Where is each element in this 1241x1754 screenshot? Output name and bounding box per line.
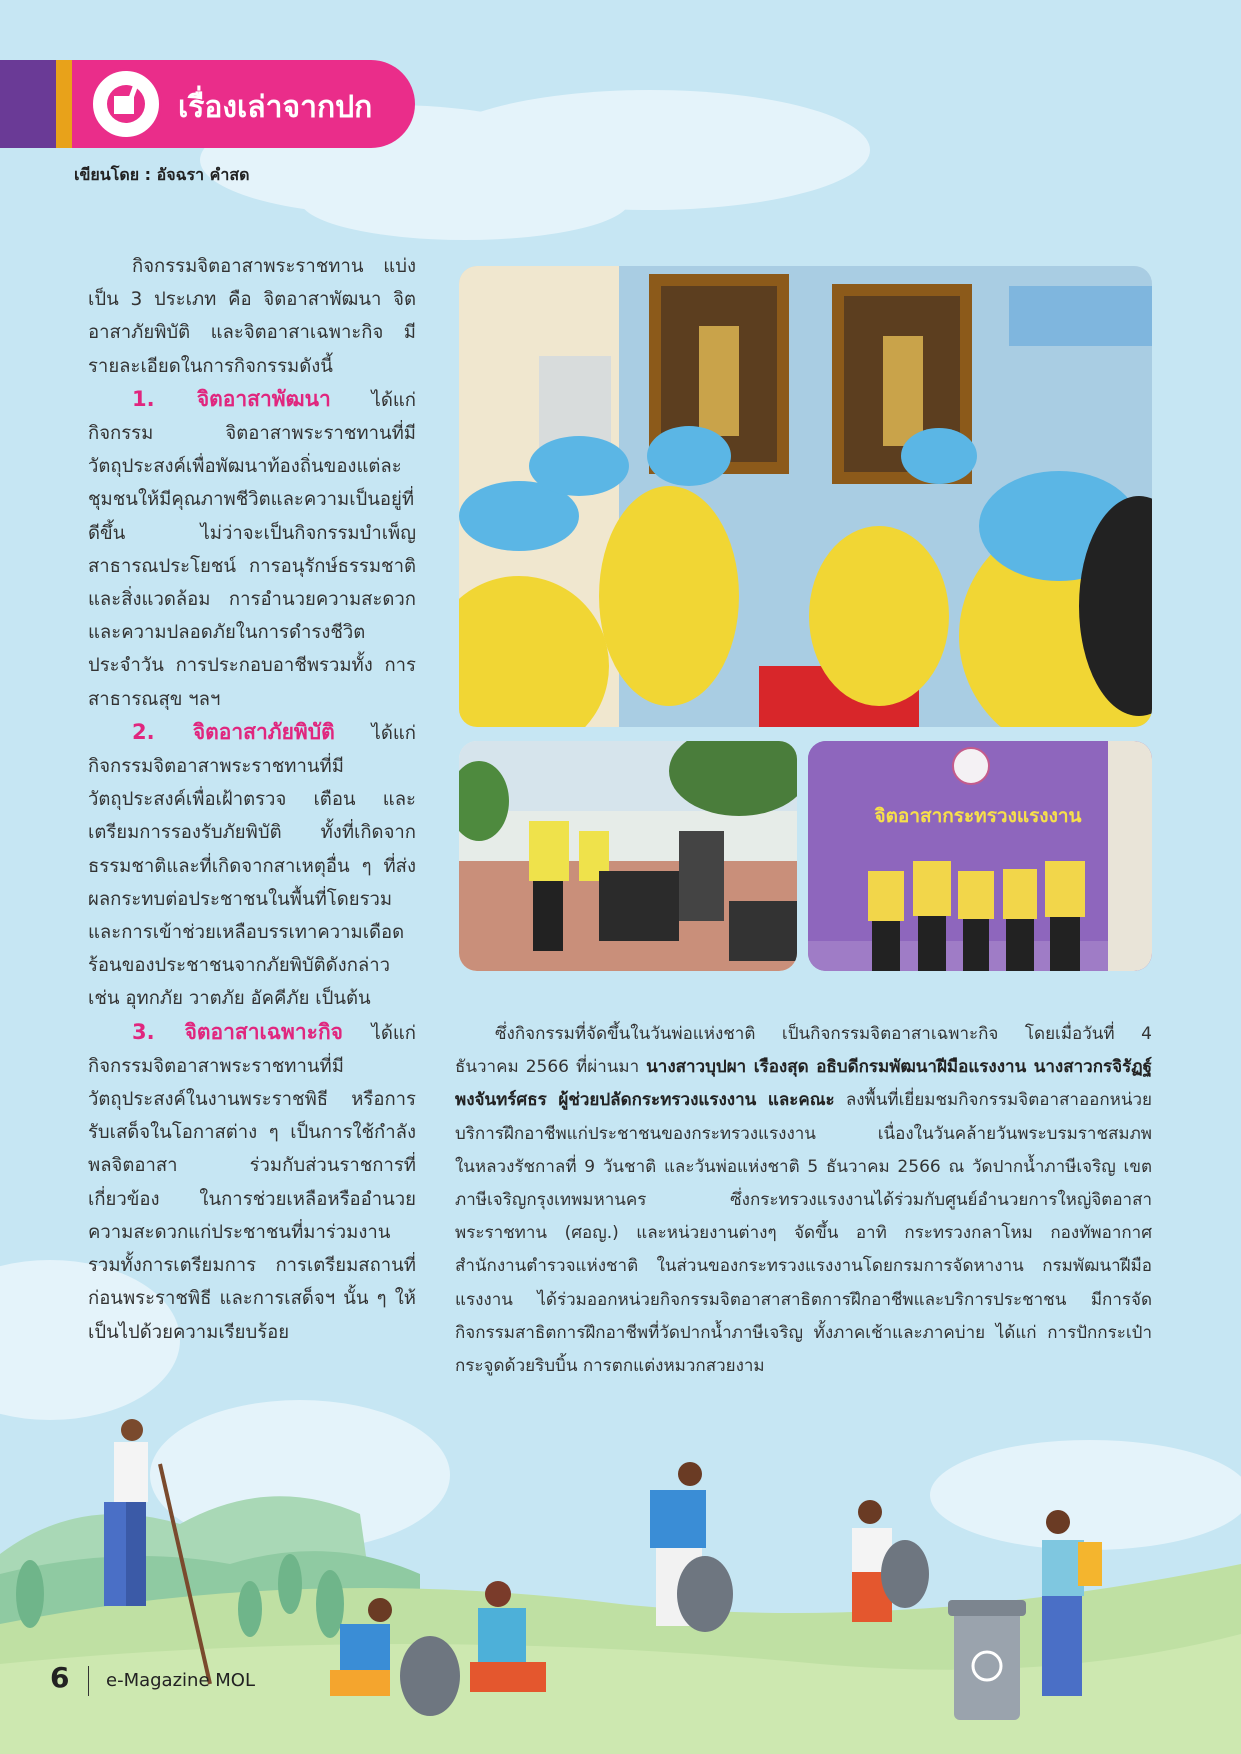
section-title: เรื่องเล่าจากปก: [178, 90, 373, 125]
banner-text: จิตอาสากระทรวงแรงงาน: [874, 805, 1082, 827]
intro-paragraph: กิจกรรมจิตอาสาพระราชทาน แบ่งเป็น 3 ประเภท คือ จิตอาสาพัฒนา จิตอาสาภัยพิบัติ และจิตอาสาเฉพาะกิจ มีรายละเอียดในการกิจกรรมดังนี้: [88, 256, 416, 377]
ministry-volunteers-photo: [808, 741, 1152, 971]
section-2-paragraph: [88, 716, 416, 1016]
magazine-name: e-Magazine MOL: [106, 1670, 255, 1691]
volunteer-haircut-photo: [459, 741, 797, 971]
footer-divider: [88, 1666, 89, 1696]
section-body: ได้แก่ กิจกรรมจิตอาสาพระราชทานที่มีวัตถุประสงค์เพื่อเฝ้าตรวจ เตือน และเตรียมการรองรับภัยพิบัติ ทั้งที่เกิดจากธรรมชาติและที่เกิดจากสาเหตุอื่น ๆ ที่ส่งผลกระทบต่อประชาชนในพื้นที่โดยรวม และการเข้าช่วยเหลือบรรเทาความเดือดร้อนของประชาชนจากภัยพิบัติดังกล่าว เช่น อุทกภัย วาตภัย อัคคีภัย เป็นต้น: [88, 722, 416, 1010]
page-number: 6: [50, 1661, 70, 1694]
section-body: ได้แก่ กิจกรรมจิตอาสาพระราชทานที่มีวัตถุประสงค์ในงานพระราชพิธี หรือการรับเสด็จในโอกาสต่าง ๆ เป็นการใช้กำลังพลจิตอาสา ร่วมกับส่วนราชการที่เกี่ยวข้อง ในการช่วยเหลือหรืออำนวยความสะดวกแก่ประชาชนที่มาร่วมงานรวมทั้งการเตรียมการ การเตรียมสถานที่ก่อนพระราชพิธี และการเสด็จฯ นั้น ๆ ให้เป็นไปด้วยความเรียบร้อย: [88, 1022, 416, 1343]
volunteer-illustration: [0, 1394, 1241, 1754]
section-heading: 3. จิตอาสาเฉพาะกิจ: [132, 1019, 343, 1044]
paragraph-rest: ลงพื้นที่เยี่ยมชมกิจกรรมจิตอาสาออกหน่วยบริการฝึกอาชีพแก่ประชาชนของกระทรวงแรงงาน เนื่องในวันคล้ายวันพระบรมราชสมภพในหลวงรัชกาลที่ 9 วันชาติ และวันพ่อแห่งชาติ 5 ธันวาคม 2566 ณ วัดปากน้ำภาษีเจริญ เขตภาษีเจริญกรุงเทพมหานคร ซึ่งกระทรวงแรงงานได้ร่วมกับศูนย์อำนวยการใหญ่จิตอาสาพระราชทาน (ศอญ.) และหน่วยงานต่างๆ จัดขึ้น อาทิ กระทรวงกลาโหม กองทัพอากาศ สำนักงานตำรวจแห่งชาติ ในส่วนของกระทรวงแรงงานโดยกรมการจัดหางาน กรมพัฒนาฝีมือแรงงาน ได้ร่วมออกหน่วยกิจกรรมจิตอาสาสาธิตการฝึกอาชีพและบริการประชาชน มีการจัดกิจกรรมสาธิตการฝึกอาชีพที่วัดปากน้ำภาษีเจริญ ทั้งภาคเช้าและภาคบ่าย ได้แก่ การปักกระเป๋ากระจูดด้วยริบบิ้น การตกแต่งหมวกสวยงาม: [455, 1090, 1152, 1377]
section-body: ได้แก่ กิจกรรม จิตอาสาพระราชทานที่มีวัตถุประสงค์เพื่อพัฒนาท้องถิ่นของแต่ละชุมชนให้มีคุณภาพชีวิตและความเป็นอยู่ที่ดีขึ้น ไม่ว่าจะเป็นกิจกรรมบำเพ็ญสาธารณประโยชน์ การอนุรักษ์ธรรมชาติและสิ่งแวดล้อม การอำนวยความสะดวกและความปลอดภัยในการดำรงชีวิตประจำวัน การประกอบอาชีพรวมทั้ง การสาธารณสุข ฯลฯ: [88, 389, 416, 710]
section-heading: 1. จิตอาสาพัฒนา: [132, 386, 331, 411]
header-band-gold: [56, 60, 72, 148]
header-band-purple: [0, 60, 56, 148]
section-1-paragraph: [88, 383, 416, 716]
right-article-text: [455, 1018, 1152, 1383]
byline: เขียนโดย : อัจฉรา คำสด: [74, 165, 250, 184]
book-pencil-icon: [90, 68, 162, 140]
main-photo: [459, 266, 1152, 727]
section-heading: 2. จิตอาสาภัยพิบัติ: [132, 719, 335, 744]
cloud-decoration: [300, 160, 630, 240]
left-article-column: [88, 250, 416, 1349]
officials-names: นางสาวบุปผา เรืองสุด อธิบดีกรมพัฒนาฝีมือแรงงาน นางสาวกรจิรัฏฐ์ พงจันทร์ศธร ผู้ช่วยปลัดกระทรวงแรงงาน และคณะ: [455, 1057, 1153, 1111]
section-3-paragraph: [88, 1016, 416, 1349]
paragraph-intro: ซึ่งกิจกรรมที่จัดขึ้นในวันพ่อแห่งชาติ เป็นกิจกรรมจิตอาสาเฉพาะกิจ โดยเมื่อวันที่ 4 ธันวาคม 2566 ที่ผ่านมา: [455, 1024, 1152, 1078]
event-paragraph: [455, 1018, 1152, 1383]
